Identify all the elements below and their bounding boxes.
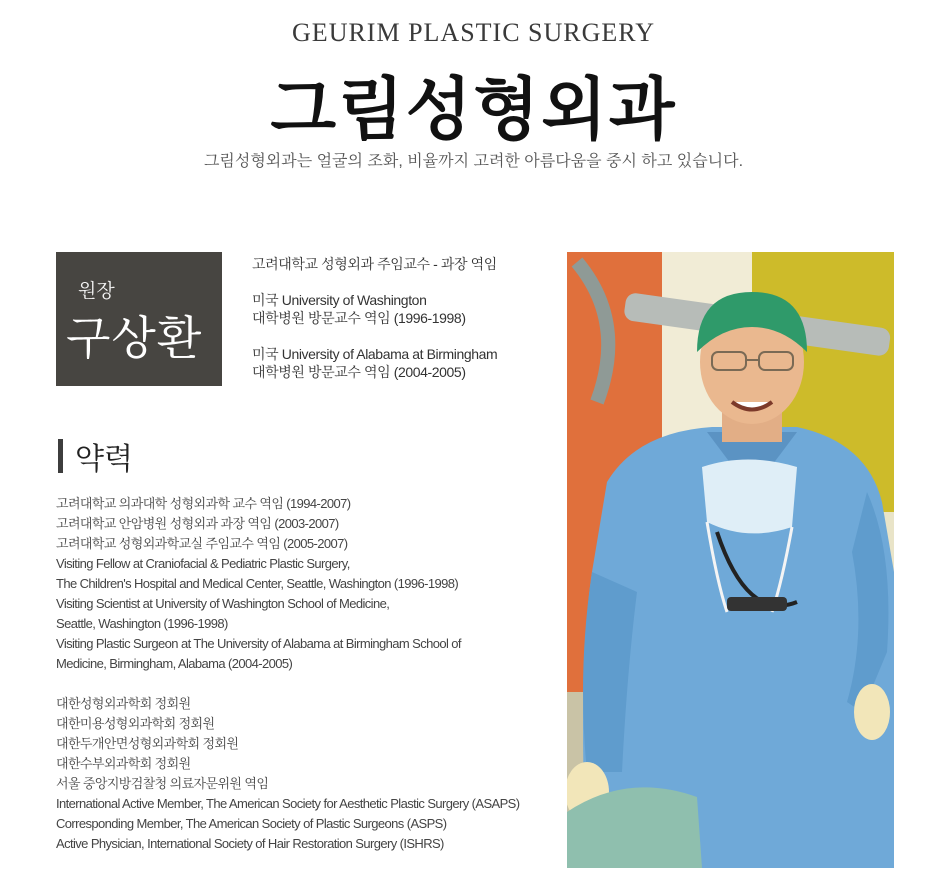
brand-korean-logo: 그림성형외과 bbox=[270, 70, 677, 150]
position-line: 대학병원 방문교수 역임 (2004-2005) bbox=[252, 364, 466, 380]
position-item bbox=[252, 255, 542, 273]
doctor-name: 구상환 bbox=[66, 311, 203, 365]
career-item: Medicine, Birmingham, Alabama (2004-2005) bbox=[56, 656, 293, 671]
membership-item: 대한성형외과학회 정회원 bbox=[56, 696, 191, 711]
career-item: Seattle, Washington (1996-1998) bbox=[56, 616, 228, 631]
membership-item: Corresponding Member, The American Society of Plastic Surgeons (ASPS) bbox=[56, 816, 447, 831]
position-item bbox=[252, 345, 542, 381]
doctor-name-box bbox=[56, 252, 222, 386]
position-line: 대학병원 방문교수 역임 (1996-1998) bbox=[252, 310, 466, 326]
position-line: 고려대학교 성형외과 주임교수 - 과장 역임 bbox=[252, 256, 497, 272]
career-item: The Children's Hospital and Medical Center, Seattle, Washington (1996-1998) bbox=[56, 576, 459, 591]
doctor-positions bbox=[252, 255, 542, 399]
position-line: 미국 University of Washington bbox=[252, 292, 427, 308]
membership-item: 대한두개안면성형외과학회 정회원 bbox=[56, 736, 239, 751]
doctor-role: 원장 bbox=[78, 281, 115, 302]
career-item: Visiting Scientist at University of Washington School of Medicine, bbox=[56, 596, 390, 611]
career-item: Visiting Fellow at Craniofacial & Pediatric Plastic Surgery, bbox=[56, 556, 350, 571]
career-heading-title: 약력 bbox=[75, 443, 133, 476]
membership-item: Active Physician, International Society of Hair Restoration Surgery (ISHRS) bbox=[56, 836, 444, 851]
position-item bbox=[252, 291, 542, 327]
career-list bbox=[56, 494, 546, 854]
list-spacer bbox=[56, 674, 546, 694]
career-item: Visiting Plastic Surgeon at The University of Alabama at Birmingham School of bbox=[56, 636, 461, 651]
heading-bar bbox=[58, 439, 63, 473]
brand-english-name: GEURIM PLASTIC SURGERY bbox=[292, 18, 655, 47]
tagline: 그림성형외과는 얼굴의 조화, 비율까지 고려한 아름다움을 중시 하고 있습니다. bbox=[203, 153, 744, 170]
position-line: 미국 University of Alabama at Birmingham bbox=[252, 346, 498, 362]
membership-item: International Active Member, The American Society for Aesthetic Plastic Surgery (ASAPS) bbox=[56, 796, 520, 811]
membership-item: 서울 중앙지방검찰청 의료자문위원 역임 bbox=[56, 776, 269, 791]
career-item: 고려대학교 의과대학 성형외과학 교수 역임 (1994-2007) bbox=[56, 496, 351, 511]
membership-item: 대한미용성형외과학회 정회원 bbox=[56, 716, 215, 731]
doctor-photo bbox=[567, 252, 894, 868]
career-section-heading bbox=[58, 438, 133, 474]
career-item: 고려대학교 성형외과학교실 주임교수 역임 (2005-2007) bbox=[56, 536, 348, 551]
career-item: 고려대학교 안암병원 성형외과 과장 역임 (2003-2007) bbox=[56, 516, 339, 531]
membership-item: 대한수부외과학회 정회원 bbox=[56, 756, 191, 771]
